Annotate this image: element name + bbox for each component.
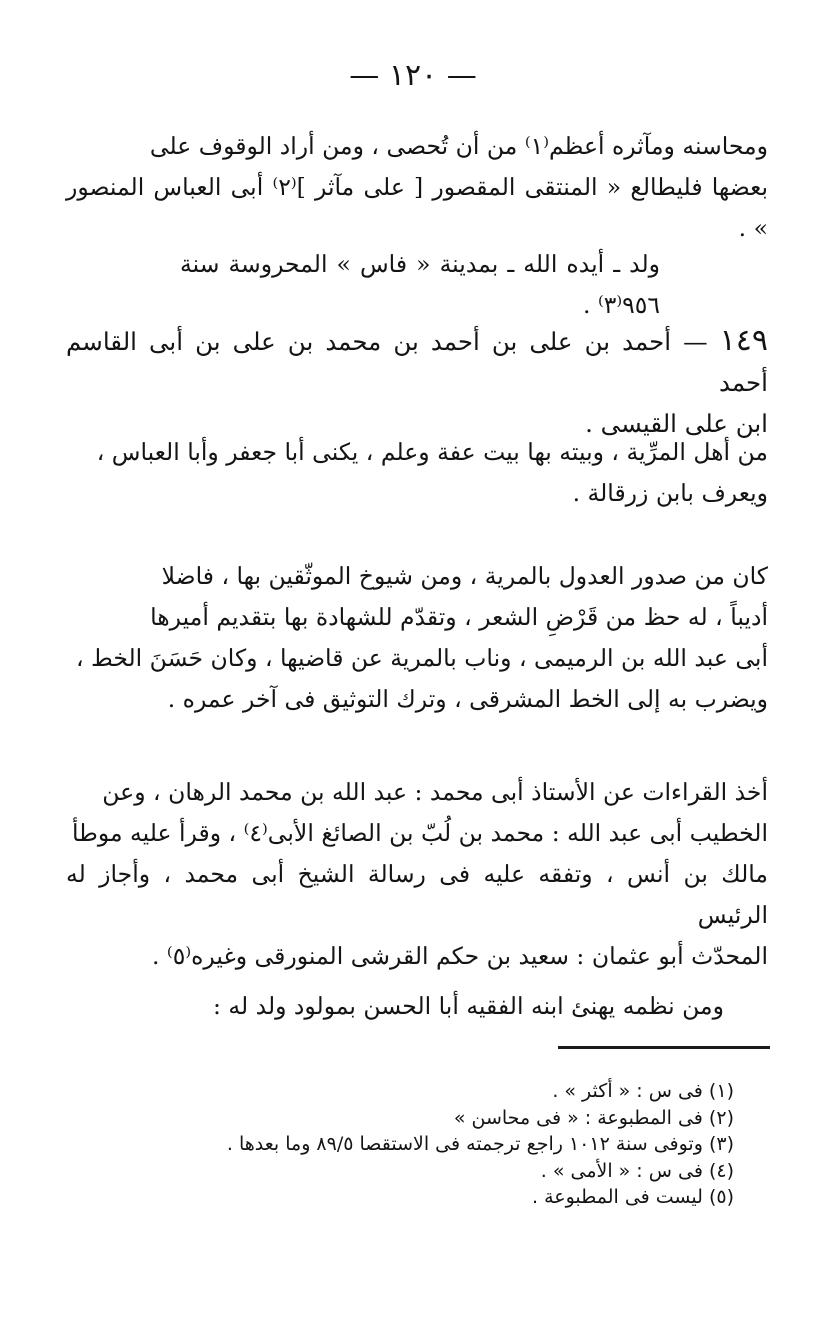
footnote-4: (٤) فى س : « الأمى » . — [540, 1159, 734, 1182]
paragraph-line: الخطيب أبى عبد الله : محمد بن لُبّ بن الصائغ الأبى⁽٤⁾ ، وقرأ عليه موطأ — [71, 819, 768, 847]
paragraph-line: أخذ القراءات عن الأستاذ أبى محمد : عبد الله بن محمد الرهان ، وعن — [102, 778, 768, 806]
paragraph-line: ويعرف بابن زرقالة . — [572, 479, 768, 507]
biography-heading-149 — [66, 320, 768, 444]
footnote-divider — [558, 1046, 770, 1049]
entry-number: ١٤٩ — [719, 323, 768, 358]
paragraph-line: أديباً ، له حظ من قَرْضِ الشعر ، وتقدّم للشهادة بها بتقديم أميرها — [150, 603, 768, 631]
paragraph-line: ومحاسنه ومآثره أعظم⁽١⁾ من أن تُحصى ، ومن أراد الوقوف على — [149, 132, 768, 160]
footnote-2: (٢) فى المطبوعة : « فى محاسن » — [453, 1106, 734, 1129]
paragraph-line: مالك بن أنس ، وتفقه عليه فى رسالة الشيخ أبى محمد ، وأجاز له الرئيس — [66, 860, 768, 929]
footnotes-list — [84, 1078, 734, 1211]
page-number: — ١٢٠ — — [349, 58, 477, 93]
paragraph-line: ومن نظمه يهنئ ابنه الفقيه أبا الحسن بمولود ولد له : — [213, 992, 724, 1020]
footnote-1: (١) فى س : « أكثر » . — [552, 1080, 734, 1102]
paragraph-poem-intro — [200, 986, 724, 1027]
entry-heading-line: ١٤٩ — أحمد بن على بن أحمد بن محمد بن على بن أبى القاسم أحمد — [66, 323, 768, 397]
footnote-3: (٣) وتوفى سنة ١٠١٢ راجع ترجمته فى الاستقصا ٨٩/٥ وما بعدها . — [226, 1133, 734, 1156]
footnote-5: (٥) ليست فى المطبوعة . — [531, 1186, 734, 1209]
paragraph-line: ولد ـ أيده الله ـ بمدينة « فاس » المحروسة سنة ٩٥٦⁽٣⁾ . — [180, 250, 660, 319]
paragraph-teachers — [66, 772, 768, 977]
paragraph-line: المحدّث أبو عثمان : سعيد بن حكم القرشى المنورقى وغيره⁽٥⁾ . — [151, 942, 768, 970]
paragraph-line: أبى عبد الله بن الرميمى ، وناب بالمرية عن قاضيها ، وكان حَسَنَ الخط ، — [75, 644, 768, 672]
paragraph-origin — [66, 432, 768, 514]
paragraph-line: من أهل المرِّية ، وبيته بها بيت عفة وعلم ، يكنى أبا جعفر وأبا العباس ، — [96, 438, 768, 466]
birth-line — [180, 244, 660, 326]
paragraph-line: بعضها فليطالع « المنتقى المقصور [ على مآثر ]⁽٢⁾ أبى العباس المنصور » . — [66, 173, 768, 242]
paragraph-1 — [66, 126, 768, 249]
paragraph-line: ويضرب به إلى الخط المشرقى ، وترك التوثيق فى آخر عمره . — [167, 685, 768, 713]
paragraph-career — [66, 556, 768, 720]
entry-heading-line: ابن على القيسى . — [585, 409, 768, 438]
paragraph-line: كان من صدور العدول بالمرية ، ومن شيوخ الموثّقين بها ، فاضلا — [161, 562, 768, 590]
